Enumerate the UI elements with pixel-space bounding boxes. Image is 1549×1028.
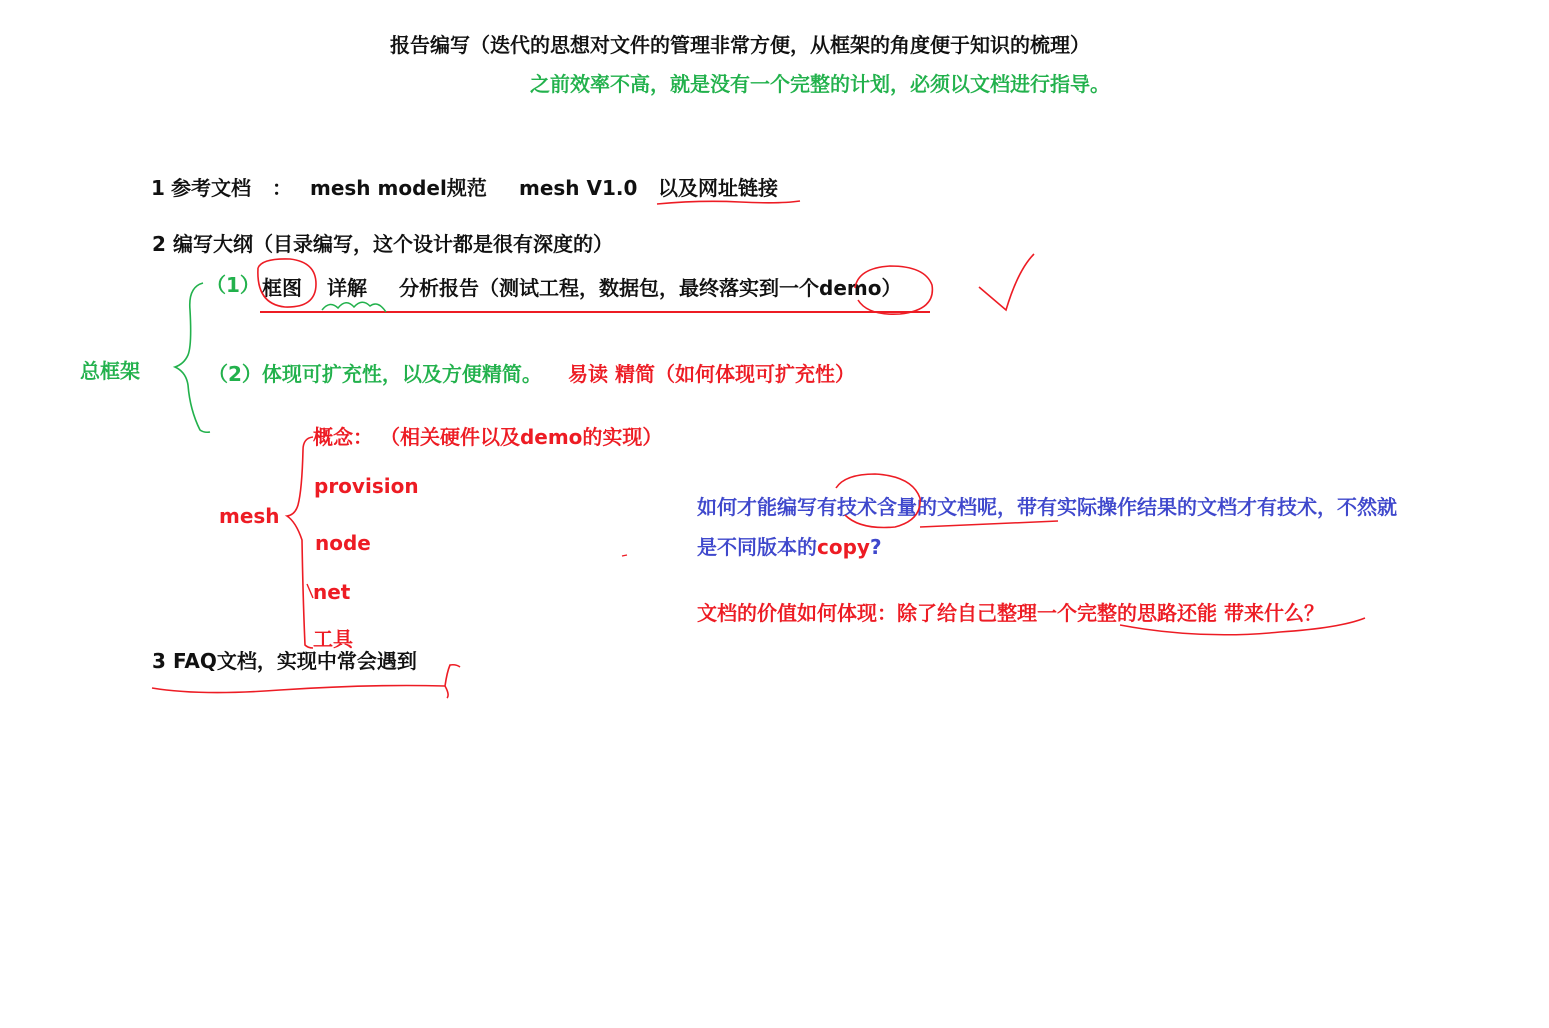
mesh-brace xyxy=(287,437,313,648)
underline-web-links xyxy=(657,201,800,204)
page-title: 报告编写（迭代的思想对文件的管理非常方便，从框架的角度便于知识的梳理） xyxy=(390,33,1090,57)
mesh-child-concept: 概念： （相关硬件以及demo的实现） xyxy=(313,425,663,449)
point-2-text: （2）体现可扩充性，以及方便精简。 xyxy=(208,362,542,386)
point-1-analysis-report: 分析报告（测试工程，数据包，最终落实到一个demo） xyxy=(399,276,902,300)
doc-mesh-v1: mesh V1.0 xyxy=(519,176,638,200)
doc-web-links: 以及网址链接 xyxy=(658,176,778,200)
note-technical-content-cont xyxy=(697,537,882,557)
squiggle-detail xyxy=(322,302,386,312)
doc-mesh-model-spec: mesh model规范 xyxy=(310,176,487,200)
note-question-mark: ? xyxy=(869,535,882,559)
item-number: 3 xyxy=(152,649,166,673)
framework-label: 总框架 xyxy=(80,359,140,383)
mesh-child-net: net xyxy=(313,580,351,604)
mesh-child-tools: 工具 xyxy=(313,627,353,651)
faq-label: FAQ文档，实现中常会遇到 xyxy=(173,649,417,673)
note-cont-text: 是不同版本的 xyxy=(697,535,817,559)
mesh-root-label: mesh xyxy=(219,504,280,528)
outline-label: 编写大纲（目录编写，这个设计都是很有深度的） xyxy=(173,232,613,256)
note-copy-word: copy xyxy=(817,535,870,559)
item-number: 2 xyxy=(152,232,166,256)
checkmark-icon xyxy=(979,254,1034,310)
framework-brace xyxy=(175,283,210,432)
reference-docs-colon: ： xyxy=(272,176,292,200)
point-1-block-diagram: 框图 xyxy=(262,276,302,300)
reference-docs-label: 参考文档 xyxy=(171,176,251,200)
note-technical-content: 如何才能编写有技术含量的文档呢，带有实际操作结果的文档才有技术，不然就 xyxy=(697,495,1397,519)
stray-mark-2 xyxy=(622,555,627,556)
point-2-note: 易读 精简（如何体现可扩充性） xyxy=(568,362,855,386)
point-1-detail: 详解 xyxy=(327,276,367,300)
underline-technical xyxy=(920,521,1058,527)
item-number: 1 xyxy=(151,176,165,200)
mesh-child-node: node xyxy=(315,531,371,555)
note-document-value: 文档的价值如何体现：除了给自己整理一个完整的思路还能 带来什么？ xyxy=(697,601,1324,625)
point-1-number: （1） xyxy=(206,273,260,297)
page-subtitle: 之前效率不高，就是没有一个完整的计划，必须以文档进行指导。 xyxy=(530,72,1110,96)
mesh-child-provision: provision xyxy=(314,474,419,498)
